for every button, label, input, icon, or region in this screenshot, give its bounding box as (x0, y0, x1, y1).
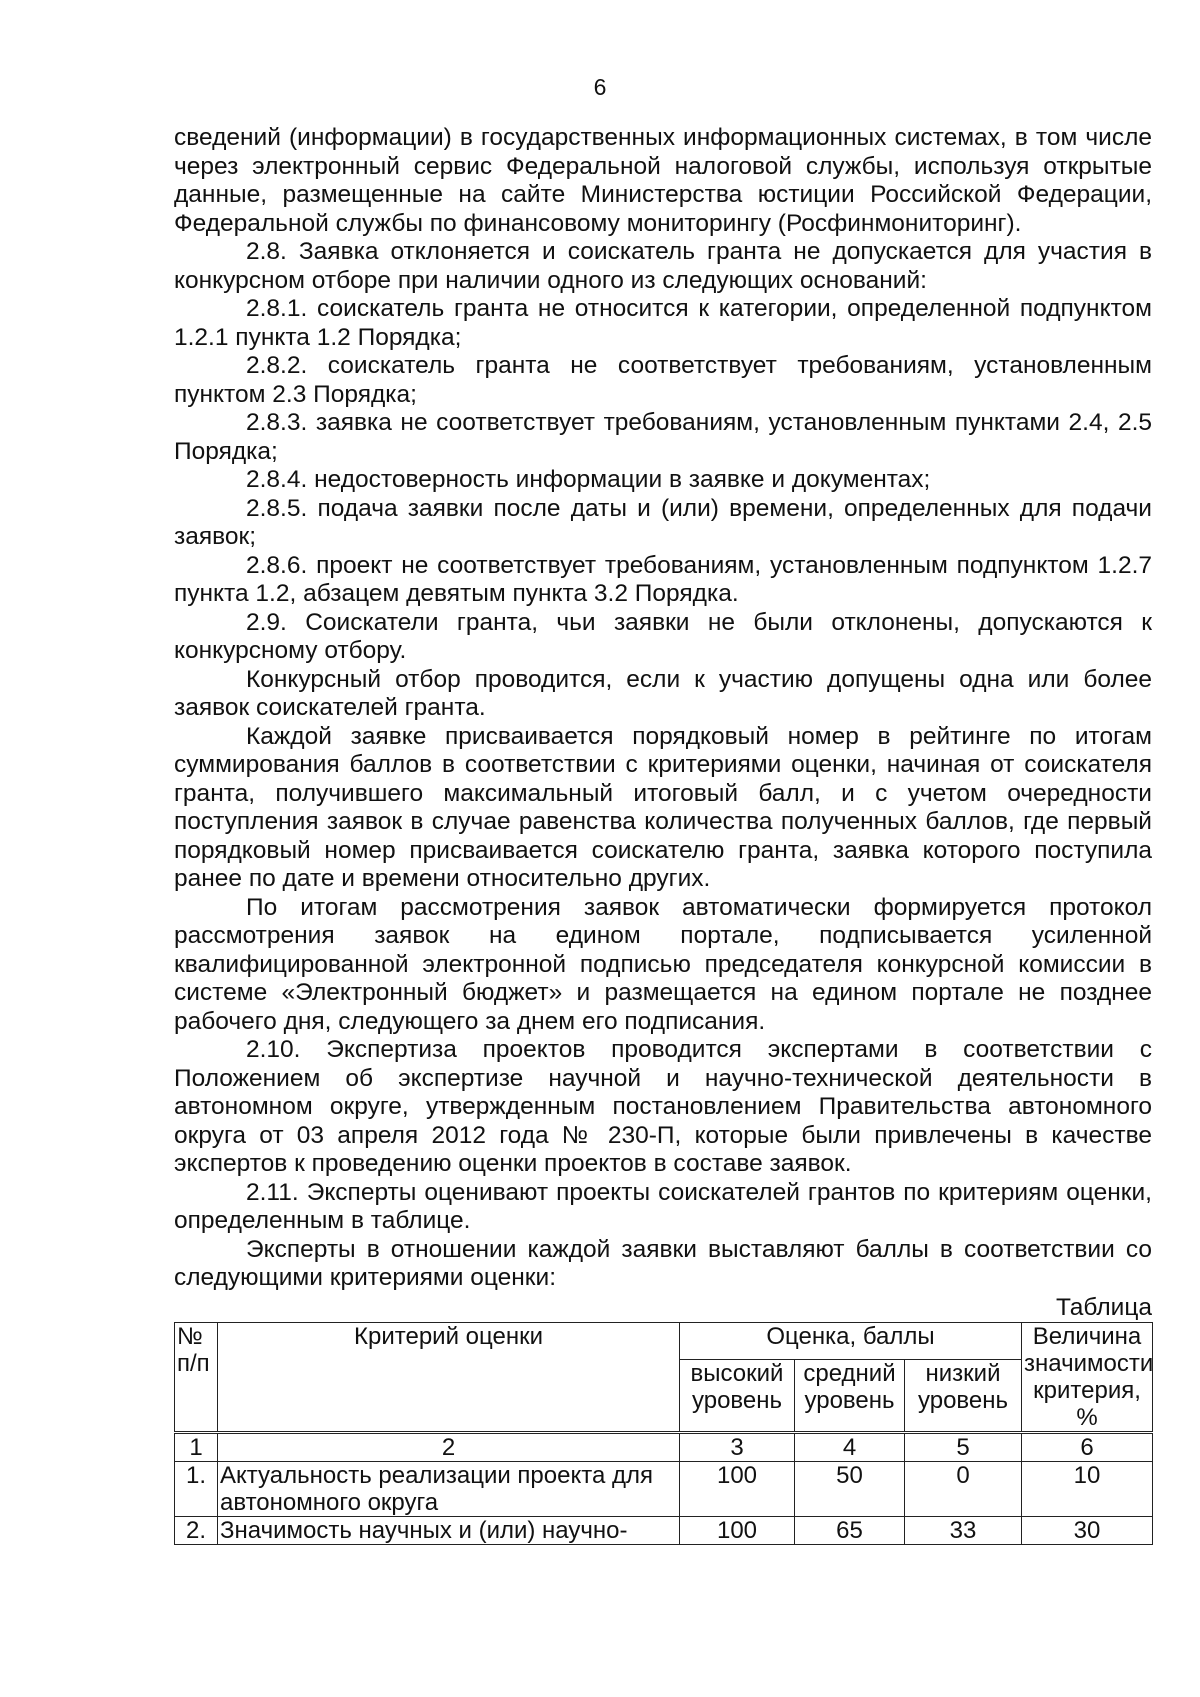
paragraph: 2.11. Эксперты оценивают проекты соискателей грантов по критериям оценки, определенным в таблице. (174, 1178, 1152, 1234)
table-caption: Таблица (1055, 1293, 1152, 1321)
paragraph: 2.8.5. подача заявки после даты и (или) времени, определенных для подачи заявок; (174, 494, 1152, 550)
column-number: 3 (680, 1433, 795, 1462)
header-medium: средний уровень (795, 1359, 905, 1432)
row-low: 33 (905, 1517, 1022, 1545)
paragraph: 2.8.1. соискатель гранта не относится к категории, определенной подпунктом 1.2.1 пункта 1.2 Порядка; (174, 295, 1152, 351)
paragraph: 2.8.2. соискатель гранта не соответствует требованиям, установленным пунктом 2.3 Порядка; (174, 352, 1152, 408)
column-number: 5 (905, 1433, 1022, 1462)
header-weight: Величина значимости критерия, % (1022, 1323, 1153, 1433)
column-numbers-row (175, 1433, 1153, 1462)
row-low: 0 (905, 1462, 1022, 1517)
row-criterion: Актуальность реализации проекта для автономного округа (218, 1462, 680, 1517)
paragraph: 2.9. Соискатели гранта, чьи заявки не были отклонены, допускаются к конкурсному отбору. (174, 608, 1152, 664)
table-row (175, 1517, 1153, 1545)
table-row (175, 1462, 1153, 1517)
criteria-table (174, 1322, 1153, 1545)
header-high: высокий уровень (680, 1359, 795, 1432)
header-score-group: Оценка, баллы (680, 1323, 1022, 1360)
table-header-row (175, 1323, 1153, 1360)
paragraph: 2.8.6. проект не соответствует требованиям, установленным подпунктом 1.2.7 пункта 1.2, абзацем девятым пункта 3.2 Порядка. (174, 551, 1152, 607)
column-number: 4 (795, 1433, 905, 1462)
row-num: 1. (175, 1462, 218, 1517)
paragraph: 2.8.3. заявка не соответствует требованиям, установленным пунктами 2.4, 2.5 Порядка; (174, 409, 1152, 465)
row-medium: 65 (795, 1517, 905, 1545)
row-criterion: Значимость научных и (или) научно- (218, 1517, 680, 1545)
row-weight: 10 (1022, 1462, 1153, 1517)
row-num: 2. (175, 1517, 218, 1545)
row-weight: 30 (1022, 1517, 1153, 1545)
column-number: 6 (1022, 1433, 1153, 1462)
document-body (174, 124, 1152, 1545)
paragraph: 2.8. Заявка отклоняется и соискатель гранта не допускается для участия в конкурсном отборе при наличии одного из следующих оснований: (174, 238, 1152, 294)
paragraph: Эксперты в отношении каждой заявки выставляют баллы в соответствии со следующими критериями оценки: (174, 1235, 1152, 1291)
header-num: № п/п (175, 1323, 218, 1433)
paragraph: 2.8.4. недостоверность информации в заявке и документах; (246, 466, 931, 493)
paragraph: Конкурсный отбор проводится, если к участию допущены одна или более заявок соискателей гранта. (174, 665, 1152, 721)
column-number: 2 (218, 1433, 680, 1462)
paragraph: 2.10. Экспертиза проектов проводится экспертами в соответствии с Положением об экспертизе научной и научно-технической деятельности в автономном округе, утвержденным постановлением Правительства автономного округа от 03 апреля 2012 года № 230-П, которые были привлечены в качестве экспертов к проведению оценки проектов в составе заявок. (174, 1036, 1152, 1177)
paragraph: По итогам рассмотрения заявок автоматически формируется протокол рассмотрения заявок на едином портале, подписывается усиленной квалифицированной электронной подписью председателя конкурсной комиссии в системе «Электронный бюджет» и размещается на едином портале не позднее рабочего дня, следующего за днем его подписания. (174, 893, 1152, 1035)
column-number: 1 (175, 1433, 218, 1462)
paragraph: Каждой заявке присваивается порядковый номер в рейтинге по итогам суммирования баллов в соответствии с критериями оценки, начиная от соискателя гранта, получившего максимальный итоговый балл, и с учетом очередности поступления заявок в случае равенства количества полученных баллов, где первый порядковый номер присваивается соискателю гранта, заявка которого поступила ранее по дате и времени относительно других. (174, 722, 1152, 892)
page-number: 6 (593, 74, 607, 100)
row-high: 100 (680, 1517, 795, 1545)
paragraph: сведений (информации) в государственных информационных системах, в том числе через электронный сервис Федеральной налоговой службы, используя открытые данные, размещенные на сайте Министерства юстиции Российской Федерации, Федеральной службы по финансовому мониторингу (Росфинмониторинг). (174, 124, 1152, 237)
row-medium: 50 (795, 1462, 905, 1517)
header-low: низкий уровень (905, 1359, 1022, 1432)
row-high: 100 (680, 1462, 795, 1517)
header-criterion: Критерий оценки (218, 1323, 680, 1433)
